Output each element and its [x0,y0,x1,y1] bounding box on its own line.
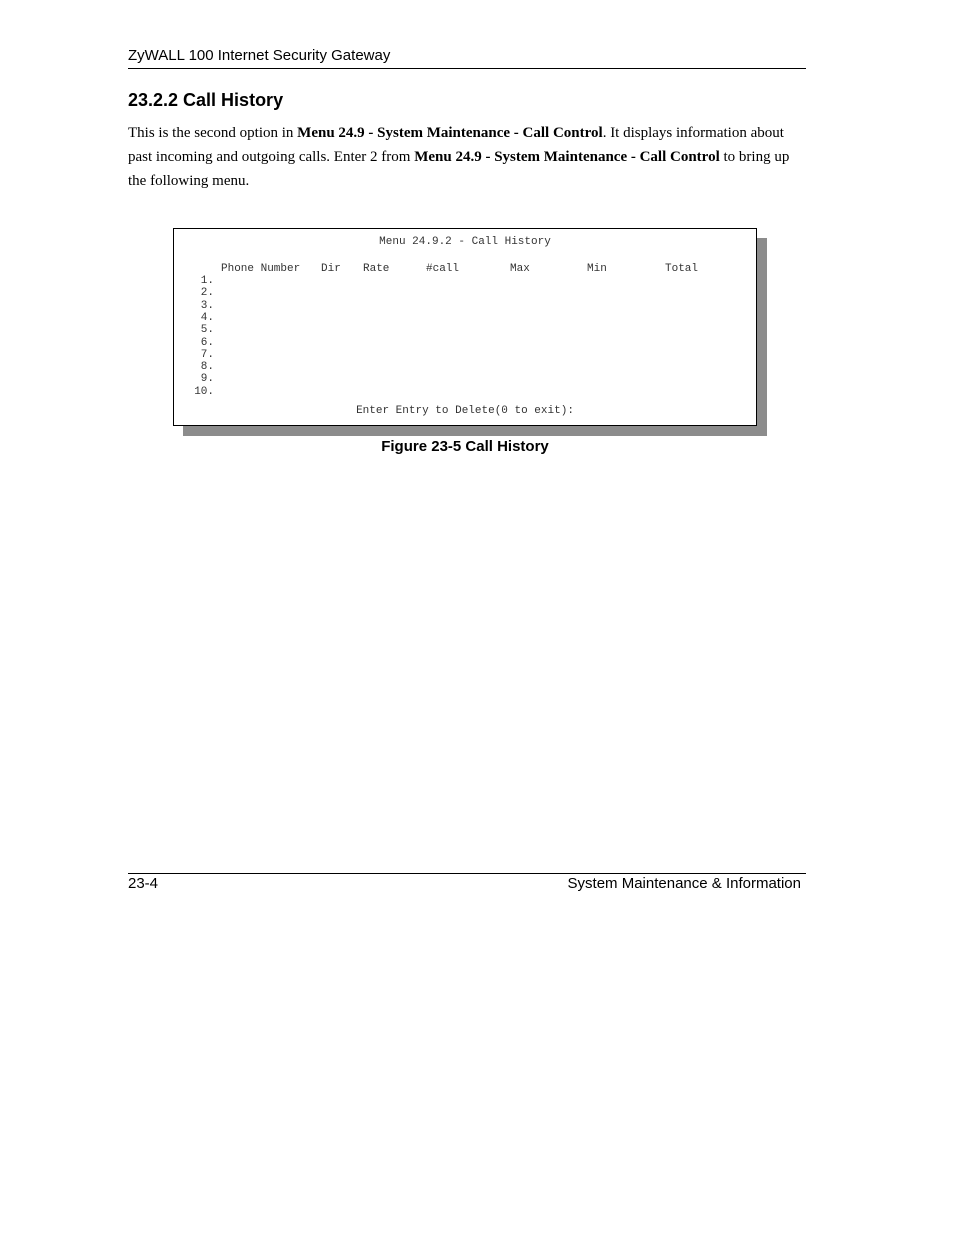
running-header-title: ZyWALL 100 Internet Security Gateway [128,47,391,64]
menu-reference-2: Menu 24.9 - System Maintenance - Call Control [414,149,720,165]
entry-row-number: 7. [200,349,214,361]
entry-row-number: 2. [200,287,214,299]
paragraph-text-1: This is the second option in [128,125,298,141]
terminal-menu-title: Menu 24.9.2 - Call History [379,236,551,248]
terminal-screen [173,228,757,426]
entry-row-number: 9. [200,373,214,385]
entry-row-number: 6. [200,337,214,349]
column-header-dir: Dir [321,263,341,275]
column-header-rate: Rate [363,263,390,275]
column-header-min: Min [587,263,607,275]
footer-chapter-title: System Maintenance & Information [567,875,801,892]
intro-paragraph [128,121,808,193]
entry-row-number: 1. [200,275,214,287]
menu-reference-1: Menu 24.9 - System Maintenance - Call Control [297,125,603,141]
entry-row-number: 8. [200,361,214,373]
entry-row-number: 3. [200,300,214,312]
footer-rule [128,873,806,874]
entry-row-number: 10. [194,386,214,398]
column-header-call-count: #call [426,263,460,275]
paragraph-text-3: to bring up the following menu. [128,149,790,189]
column-header-phone-number: Phone Number [221,263,301,275]
entry-row-number: 4. [200,312,214,324]
entry-row-number: 5. [200,324,214,336]
footer-page-number: 23-4 [128,875,159,892]
column-header-total: Total [665,263,699,275]
delete-entry-prompt: Enter Entry to Delete(0 to exit): [356,405,574,417]
column-header-max: Max [510,263,530,275]
figure-caption: Figure 23-5 Call History [381,438,549,455]
section-heading: 23.2.2 Call History [128,90,284,110]
header-rule [128,68,806,69]
paragraph-text-2: . It displays information about past incoming and outgoing calls. Enter 2 from [128,125,784,165]
